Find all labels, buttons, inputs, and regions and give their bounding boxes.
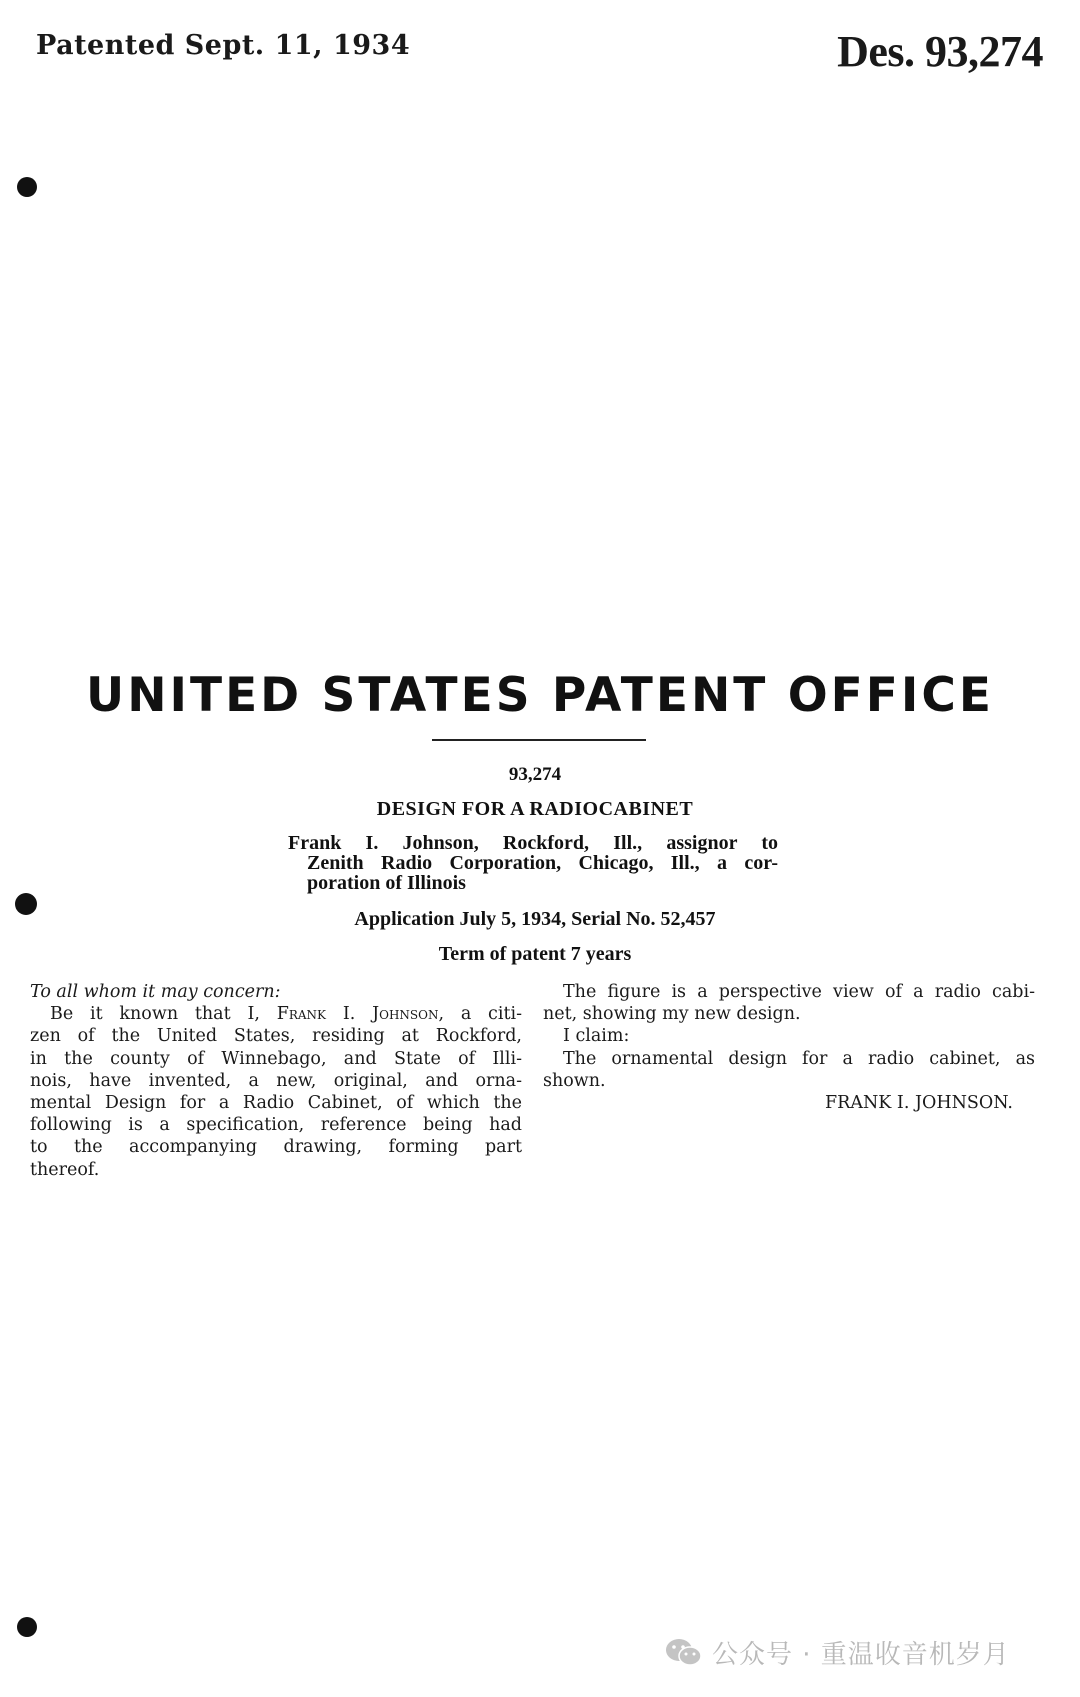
assignor-block: [288, 833, 778, 893]
claim-line: shown.: [543, 1070, 606, 1091]
watermark-text: 公众号 · 重温收音机岁月: [712, 1640, 1010, 1670]
specification-column: [30, 981, 522, 1181]
punch-hole-icon: [17, 1617, 37, 1637]
spec-line: thereof.: [30, 1159, 100, 1180]
spec-line: in the county of Winnebago, and State of Illi-: [30, 1048, 522, 1069]
punch-hole-icon: [17, 177, 37, 197]
design-title: DESIGN FOR A RADIOCABINET: [376, 798, 694, 820]
title-divider: [432, 739, 646, 741]
design-patent-number: Des. 93,274: [837, 27, 1043, 76]
office-title: UNITED STATES PATENT OFFICE: [86, 668, 994, 723]
claim-column: [543, 981, 1035, 1114]
spec-text: , a citi-: [438, 1004, 522, 1025]
spec-line: [30, 1003, 522, 1025]
assignor-line: poration of Illinois: [307, 872, 466, 894]
spec-line: following is a specification, reference being had: [30, 1115, 522, 1136]
patented-date: Patented Sept. 11, 1934: [36, 30, 411, 61]
term-line: Term of patent 7 years: [438, 943, 632, 965]
salutation: To all whom it may concern:: [30, 982, 281, 1002]
inventor-name: Frank I. Johnson: [276, 1004, 439, 1025]
claim-line: I claim:: [563, 1026, 630, 1047]
assignor-line: Frank I. Johnson, Rockford, Ill., assignor to: [288, 832, 778, 854]
claim-line: The ornamental design for a radio cabinet, as: [563, 1048, 1035, 1069]
claim-line: The figure is a perspective view of a radio cabi-: [563, 982, 1035, 1002]
claim-line: net, showing my new design.: [543, 1004, 801, 1025]
spec-line: mental Design for a Radio Cabinet, of which the: [30, 1093, 522, 1114]
spec-line: zen of the United States, residing at Rockford,: [30, 1026, 522, 1047]
patent-number: 93,274: [508, 764, 562, 785]
inventor-signature: FRANK I. JOHNSON.: [825, 1093, 1013, 1114]
assignor-line: Zenith Radio Corporation, Chicago, Ill., a cor-: [307, 852, 778, 874]
spec-line: to the accompanying drawing, forming part: [30, 1137, 522, 1158]
spec-text: Be it known that I,: [50, 1004, 277, 1025]
wechat-icon: [664, 1637, 704, 1669]
spec-line: nois, have invented, a new, original, and orna-: [30, 1070, 522, 1091]
watermark: [664, 1634, 1010, 1671]
application-line: Application July 5, 1934, Serial No. 52,457: [354, 908, 716, 930]
